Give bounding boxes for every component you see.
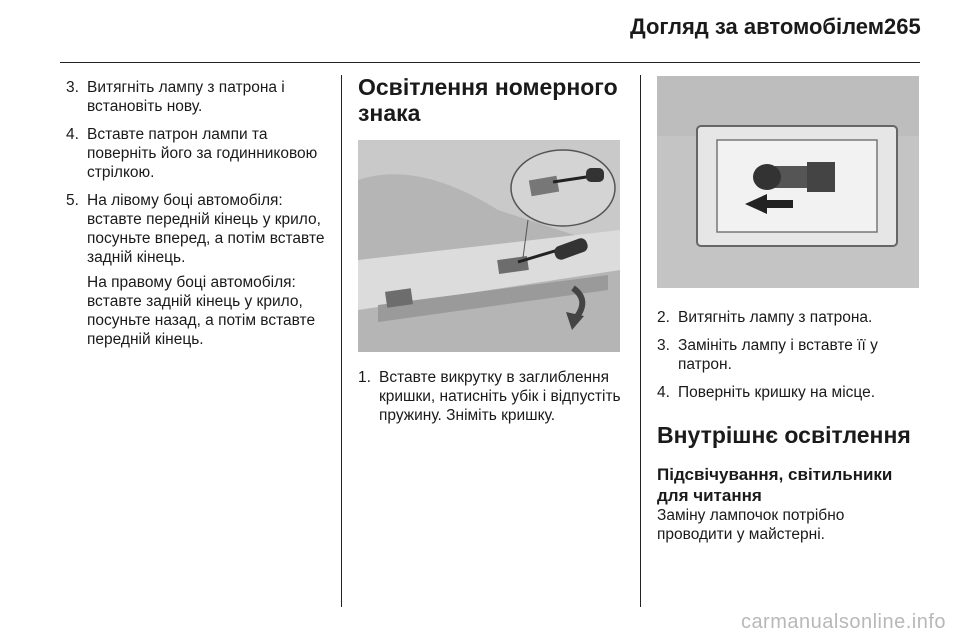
list-item [657, 336, 922, 374]
watermark: carmanualsonline.info [740, 611, 946, 633]
list-item-number: 5. [66, 192, 79, 209]
workshop-note: Заміну лампочок потрібно проводити у майстерні. [657, 507, 845, 543]
column-1 [66, 78, 334, 357]
list-item-text: Вставте викрутку в заглиблення кришки, натисніть убік і відпустіть пружину. Зніміть кришку. [379, 369, 621, 424]
steps-list-lamp [657, 308, 922, 402]
list-item-number: 3. [66, 79, 79, 96]
screwdriver-cover-drawing [358, 140, 620, 352]
list-item-text: Вставте патрон лампи та поверніть його за годинниковою стрілкою. [87, 126, 318, 181]
list-item [657, 308, 922, 327]
right-side-instruction: На правому боці автомобіля: вставте задній кінець у крило, посуньте назад, а потім вставте передній кінець. [87, 274, 316, 348]
list-item-number: 1. [358, 369, 371, 386]
list-item [66, 125, 334, 182]
list-item [657, 383, 922, 402]
section-heading-license-plate-light: Освітлення номерного знака [358, 74, 618, 126]
list-item-number: 4. [657, 384, 670, 401]
page-number: 265 [884, 14, 921, 39]
page-header-title: Догляд за автомобілем [630, 14, 885, 39]
list-item [66, 78, 334, 116]
steps-list-license [358, 368, 626, 425]
section-heading-interior-lighting: Внутрішнє освітлення [657, 422, 911, 448]
list-item-number: 3. [657, 337, 670, 354]
list-item [358, 368, 626, 425]
header-rule [60, 62, 920, 63]
license-plate-cover-illustration [358, 140, 620, 352]
column-3 [657, 76, 922, 544]
list-item-text: Поверніть кришку на місце. [678, 384, 876, 401]
steps-list-continued [66, 78, 334, 267]
list-item-text: Витягніть лампу з патрона. [678, 309, 873, 326]
list-item-text: На лівому боці автомобіля: вставте передній кінець у крило, посуньте вперед, а потім вставте задній кінець. [87, 192, 325, 266]
list-item-text: Замініть лампу і вставте її у патрон. [678, 337, 878, 373]
subsection-heading-reading-lights: Підсвічування, світильники для читання [657, 465, 893, 505]
list-item-number: 2. [657, 309, 670, 326]
list-item-number: 4. [66, 126, 79, 143]
lamp-socket-drawing [657, 76, 919, 288]
column-divider-left [341, 75, 342, 607]
column-2 [358, 74, 626, 434]
lamp-removal-illustration [657, 76, 919, 288]
list-item [66, 191, 334, 267]
column-divider-right [640, 75, 641, 607]
list-item-text: Витягніть лампу з патрона і встановіть нову. [87, 79, 285, 115]
